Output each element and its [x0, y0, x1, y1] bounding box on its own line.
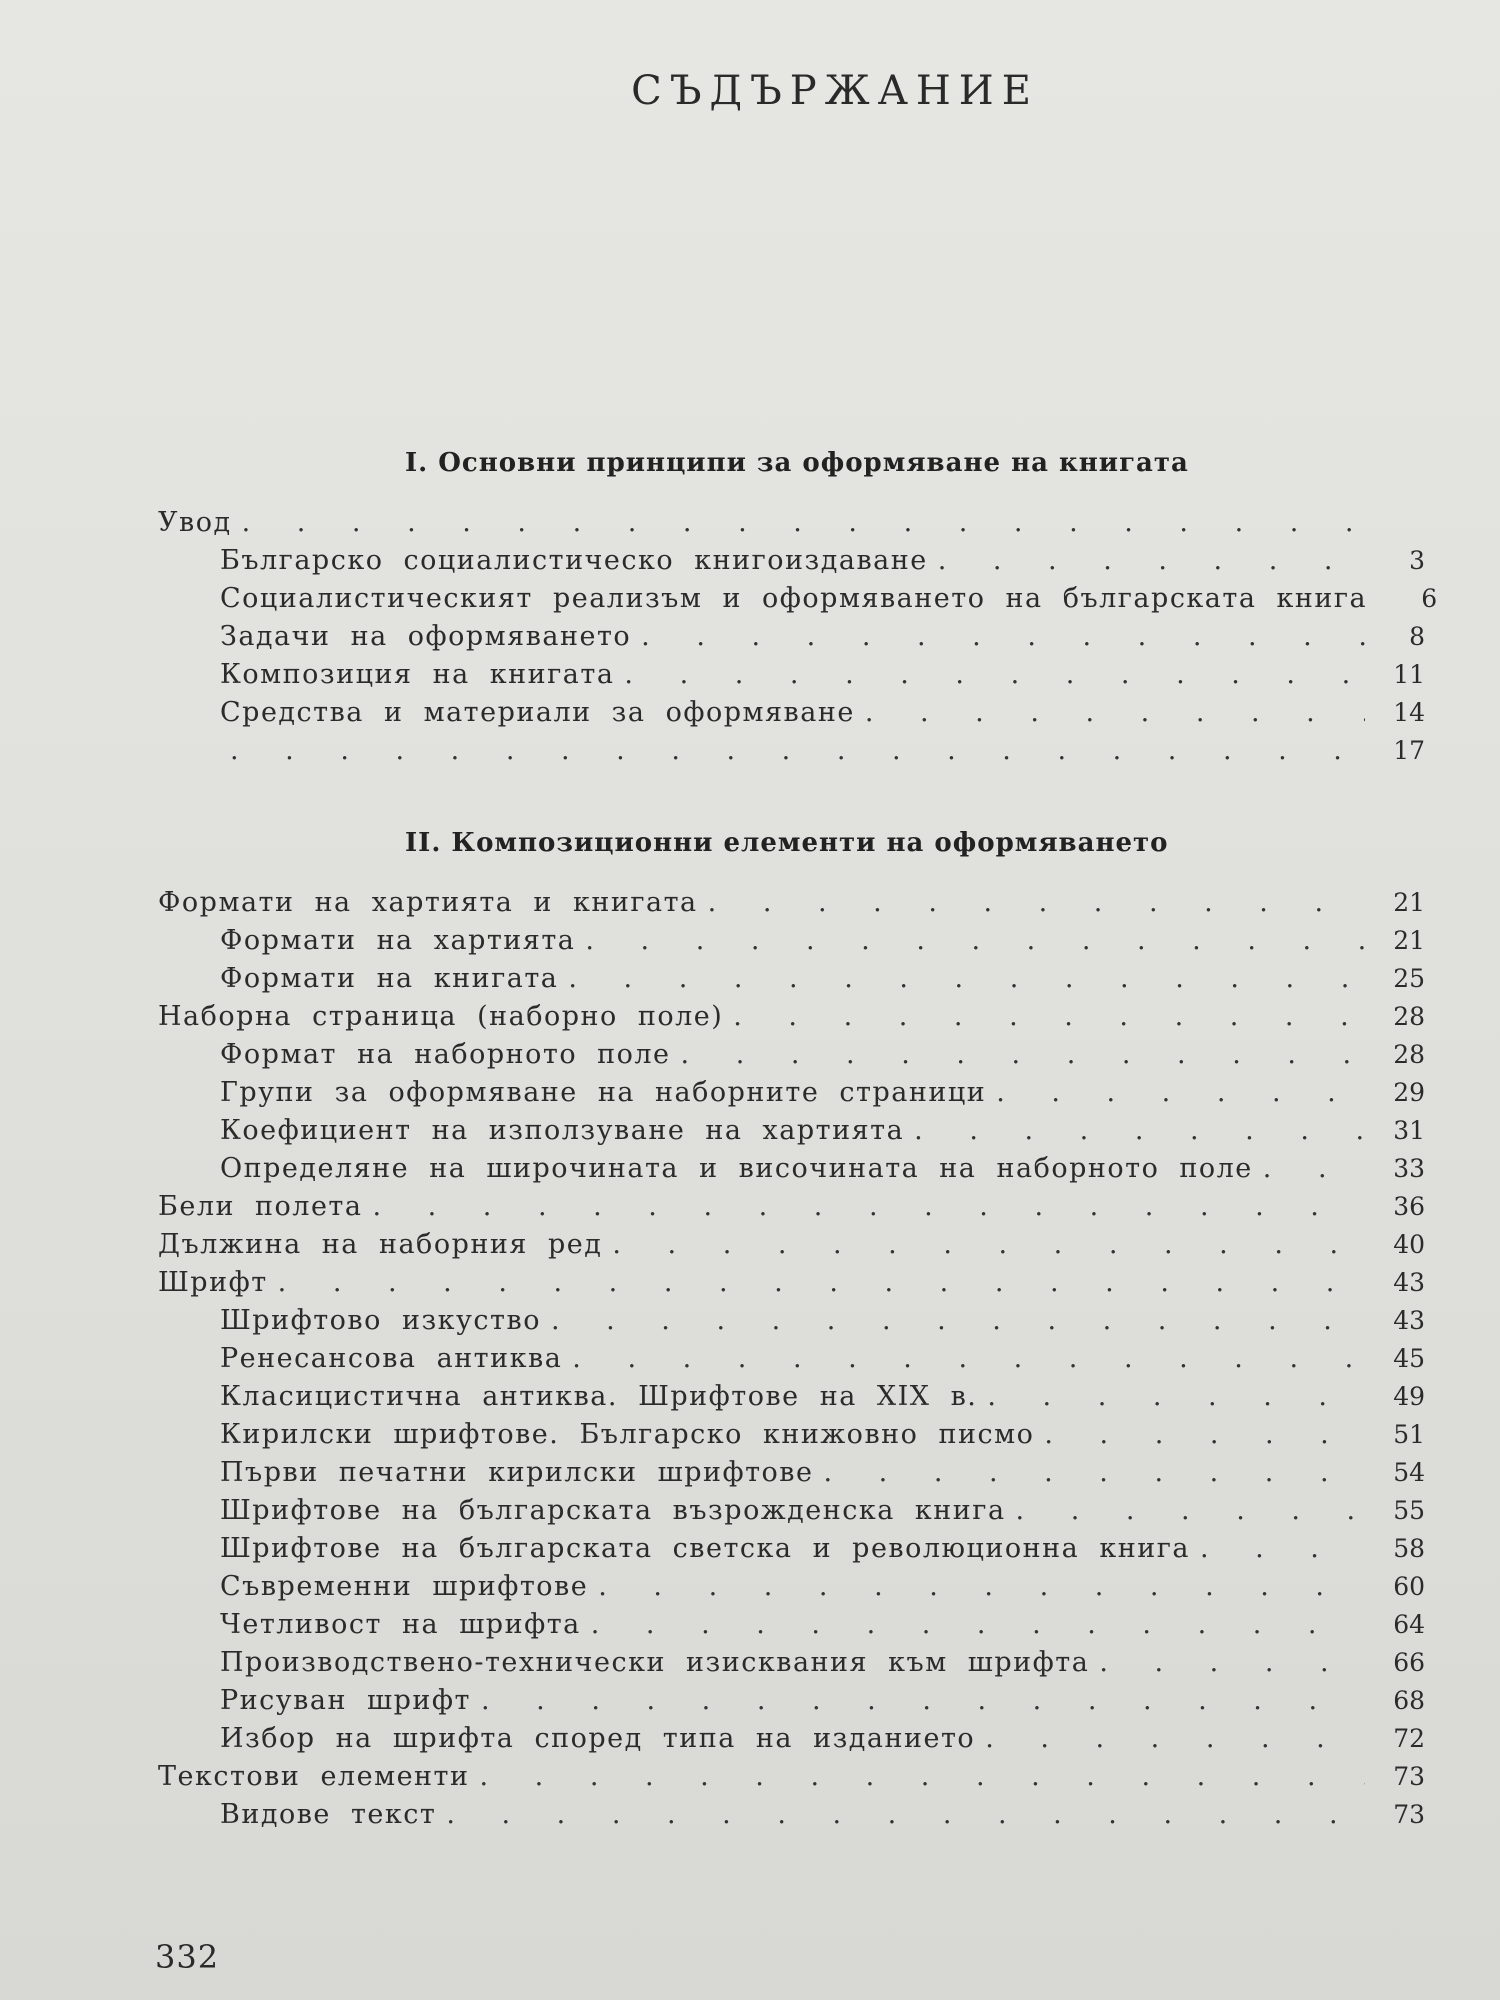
toc-entry-page: 58	[1393, 1534, 1425, 1563]
toc-entry-title: Българско социалистическо книгоиздаване	[220, 545, 928, 576]
toc-entry-page: 68	[1393, 1686, 1425, 1715]
toc-leader-dots	[938, 542, 1365, 580]
toc-entry-page: 72	[1393, 1724, 1425, 1753]
page-title: СЪДЪРЖАНИЕ	[631, 68, 1039, 114]
toc-entry	[150, 580, 1438, 618]
toc-entry	[150, 1150, 1425, 1188]
toc-leader-dots	[479, 1758, 1365, 1796]
toc-entry-title: Средства и материали за оформяване	[220, 697, 855, 728]
toc-leader-dots	[572, 1340, 1365, 1378]
toc-leader-dots	[865, 694, 1365, 732]
toc-entry-title: Композиция на книгата	[220, 659, 615, 690]
toc-entry	[150, 1606, 1425, 1644]
toc-entry-page: 73	[1393, 1762, 1425, 1791]
toc-entry	[150, 960, 1425, 998]
toc-entry-title: Текстови елементи	[158, 1761, 470, 1792]
toc-leader-dots	[585, 922, 1365, 960]
toc-entry-title: Ренесансова антиква	[220, 1343, 563, 1374]
toc-entry-page: 60	[1393, 1572, 1425, 1601]
toc-entry-title: Формати на хартията	[220, 925, 576, 956]
toc-entry-page: 3	[1409, 546, 1425, 575]
toc-entry-title: Задачи на оформяването	[220, 621, 632, 652]
toc-leader-dots	[708, 884, 1365, 922]
toc-entry	[150, 1340, 1425, 1378]
toc-entry	[150, 1454, 1425, 1492]
toc-entry	[150, 1644, 1425, 1682]
toc-entry-page: 17	[1393, 736, 1425, 765]
toc-entry	[150, 1416, 1425, 1454]
toc-entry-title: Определяне на широчината и височината на наборното поле	[220, 1153, 1253, 1184]
toc-leader-dots	[681, 1036, 1365, 1074]
toc-entry	[150, 1264, 1425, 1302]
toc-entry-title: Формати на хартията и книгата	[158, 887, 698, 918]
toc-entry	[150, 1492, 1425, 1530]
toc-entry	[150, 1682, 1425, 1720]
toc-entry-title: Съвременни шрифтове	[220, 1571, 589, 1602]
toc-leader-dots	[1200, 1530, 1365, 1568]
toc-leader-dots	[568, 960, 1365, 998]
toc-entry-title: Групи за оформяване на наборните страници	[220, 1077, 987, 1108]
toc-entry	[150, 1796, 1425, 1834]
toc-entry-title: Наборна страница (наборно поле)	[158, 1001, 724, 1032]
toc-leader-dots	[733, 998, 1365, 1036]
toc-entry-page: 21	[1393, 888, 1425, 917]
toc-entry-title: Увод	[158, 507, 232, 538]
toc-entry-page: 29	[1393, 1078, 1425, 1107]
toc-entry	[150, 1226, 1425, 1264]
toc-entry-page: 51	[1393, 1420, 1425, 1449]
toc-entry-page: 40	[1393, 1230, 1425, 1259]
toc-entry-page: 64	[1393, 1610, 1425, 1639]
toc-leader-dots	[372, 1188, 1365, 1226]
toc-leader-dots	[278, 1264, 1365, 1302]
toc-leader-dots	[612, 1226, 1365, 1264]
toc-entry	[150, 884, 1425, 922]
toc-entry-title: Формат на наборното поле	[220, 1039, 671, 1070]
page-number: 332	[155, 1938, 220, 1976]
toc-entry	[150, 1188, 1425, 1226]
toc-entry-page: 49	[1393, 1382, 1425, 1411]
toc-entry	[150, 542, 1425, 580]
toc-entry-page: 54	[1393, 1458, 1425, 1487]
toc-entry-page: 28	[1393, 1002, 1425, 1031]
toc-leader-dots	[914, 1112, 1365, 1150]
toc-entry-title: Избор на шрифта според типа на изданието	[220, 1723, 976, 1754]
toc-leader-dots	[823, 1454, 1365, 1492]
toc-entry	[150, 656, 1425, 694]
toc-entry-title: Шрифтове на българската светска и революционна книга	[220, 1533, 1190, 1564]
toc-list-1	[150, 504, 1438, 770]
toc-entry	[150, 1036, 1425, 1074]
toc-entry	[150, 1568, 1425, 1606]
section-heading-1: I. Основни принципи за оформяване на книгата	[405, 448, 1189, 478]
toc-entry	[150, 1758, 1425, 1796]
toc-entry-title: Кирилски шрифтове. Българско книжовно писмо	[220, 1419, 1035, 1450]
toc-entry-page: 25	[1393, 964, 1425, 993]
toc-entry-title: Производствено-технически изисквания към шрифта	[220, 1647, 1090, 1678]
toc-entry-title: Коефициент на използуване на хартията	[220, 1115, 905, 1146]
toc-entry-title: Социалистическият реализъм и оформяването на българската книга	[220, 583, 1368, 614]
toc-entry	[150, 998, 1425, 1036]
toc-leader-dots	[551, 1302, 1365, 1340]
toc-entry-page: 33	[1393, 1154, 1425, 1183]
toc-entry-title: Рисуван шрифт	[220, 1685, 471, 1716]
toc-entry	[150, 922, 1425, 960]
toc-entry-page: 21	[1393, 926, 1425, 955]
toc-leader-dots	[624, 656, 1365, 694]
toc-entry-page: 36	[1393, 1192, 1425, 1221]
toc-leader-dots	[641, 618, 1365, 656]
toc-leader-dots	[996, 1074, 1365, 1112]
toc-leader-dots	[230, 732, 1365, 770]
toc-leader-dots	[481, 1682, 1365, 1720]
toc-leader-dots	[1016, 1492, 1365, 1530]
toc-entry	[150, 1720, 1425, 1758]
toc-entry-page: 8	[1409, 622, 1425, 651]
toc-leader-dots	[1099, 1644, 1365, 1682]
toc-entry-title: Дължина на наборния ред	[158, 1229, 603, 1260]
toc-entry-page: 43	[1393, 1306, 1425, 1335]
toc-list-2	[150, 884, 1425, 1834]
toc-entry-page: 11	[1393, 660, 1425, 689]
toc-entry-title: Четливост на шрифта	[220, 1609, 581, 1640]
toc-entry	[150, 618, 1425, 656]
toc-leader-dots	[1044, 1416, 1365, 1454]
toc-entry-title: Класицистична антиква. Шрифтове на XIX в.	[220, 1381, 978, 1412]
toc-leader-dots	[987, 1378, 1365, 1416]
toc-entry-title: Шрифт	[158, 1267, 268, 1298]
toc-leader-dots	[242, 504, 1365, 542]
toc-entry	[150, 1530, 1425, 1568]
toc-entry-title: Видове текст	[220, 1799, 437, 1830]
toc-entry	[150, 1302, 1425, 1340]
toc-entry-title: Шрифтове на българската възрожденска книга	[220, 1495, 1006, 1526]
toc-entry-page: 43	[1393, 1268, 1425, 1297]
toc-leader-dots	[1263, 1150, 1365, 1188]
toc-entry	[150, 1074, 1425, 1112]
toc-leader-dots	[985, 1720, 1365, 1758]
toc-entry	[150, 732, 1425, 770]
toc-entry-title: Шрифтово изкуство	[220, 1305, 541, 1336]
toc-entry-page: 66	[1393, 1648, 1425, 1677]
toc-entry-title: Бели полета	[158, 1191, 363, 1222]
toc-entry-page: 45	[1393, 1344, 1425, 1373]
toc-leader-dots	[446, 1796, 1365, 1834]
toc-entry-page: 31	[1393, 1116, 1425, 1145]
toc-entry-page: 28	[1393, 1040, 1425, 1069]
toc-entry	[150, 504, 1425, 542]
toc-entry	[150, 694, 1425, 732]
toc-entry-page: 6	[1421, 584, 1438, 613]
toc-entry-page: 73	[1393, 1800, 1425, 1829]
section-heading-2: II. Композиционни елементи на оформяването	[405, 828, 1169, 858]
toc-entry-page: 14	[1393, 698, 1425, 727]
toc-leader-dots	[598, 1568, 1365, 1606]
toc-leader-dots	[591, 1606, 1365, 1644]
toc-entry-page: 55	[1393, 1496, 1425, 1525]
toc-entry	[150, 1378, 1425, 1416]
toc-entry-title: Формати на книгата	[220, 963, 559, 994]
toc-entry-title: Първи печатни кирилски шрифтове	[220, 1457, 814, 1488]
toc-entry	[150, 1112, 1425, 1150]
